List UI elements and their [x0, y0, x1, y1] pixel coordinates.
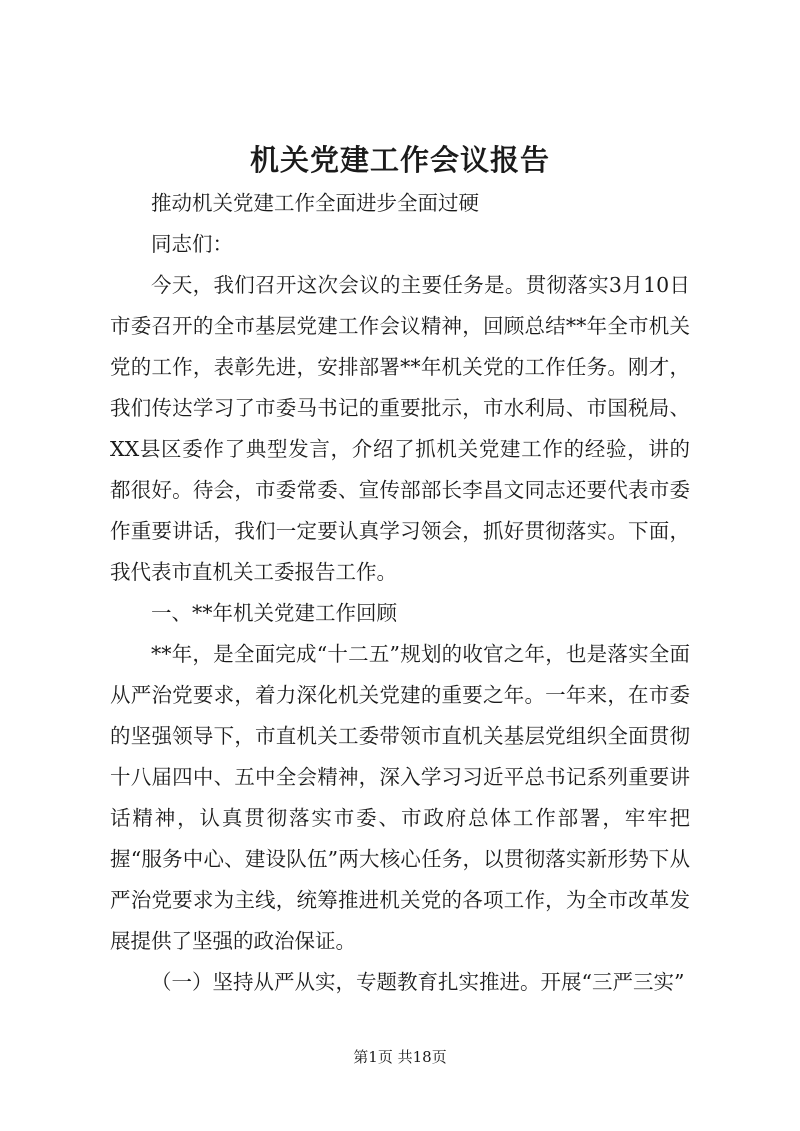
salutation-paragraph: 同志们： [151, 232, 233, 256]
intro-paragraph: 今天，我们召开这次会议的主要任务是。贯彻落实3月10日市委召开的全市基层党建工作会议精神，回顾总结**年全市机关党的工作，表彰先进，安排部署**年机关党的工作任务。刚才，我们传达学习了市委马书记的重要批示，市水利局、市国税局、XX县区委作了典型发言，介绍了抓机关党建工作的经验，讲的都很好。待会，市委常委、宣传部部长李昌文同志还要代表市委作重要讲话，我们一定要认真学习领会，抓好贯彻落实。下面，我代表市直机关工委报告工作。 [110, 273, 690, 584]
page-footer: 第1页 共18页 [353, 1048, 447, 1066]
section-heading: 一、**年机关党建工作回顾 [151, 601, 397, 625]
subsection-paragraph: （一）坚持从严从实，专题教育扎实推进。开展“三严三实” [151, 970, 685, 994]
subtitle-paragraph: 推动机关党建工作全面进步全面过硬 [151, 191, 479, 215]
review-paragraph: **年，是全面完成“十二五”规划的收官之年，也是落实全面从严治党要求，着力深化机关党建的重要之年。一年来，在市委的坚强领导下，市直机关工委带领市直机关基层党组织全面贯彻十八届四中、五中全会精神，深入学习习近平总书记系列重要讲话精神，认真贯彻落实市委、市政府总体工作部署，牢牢把握“服务中心、建设队伍”两大核心任务，以贯彻落实新形势下从严治党要求为主线，统筹推进机关党的各项工作，为全市改革发展提供了坚强的政治保证。 [110, 642, 690, 953]
document-title: 机关党建工作会议报告 [249, 143, 550, 177]
document-body [110, 183, 690, 1003]
